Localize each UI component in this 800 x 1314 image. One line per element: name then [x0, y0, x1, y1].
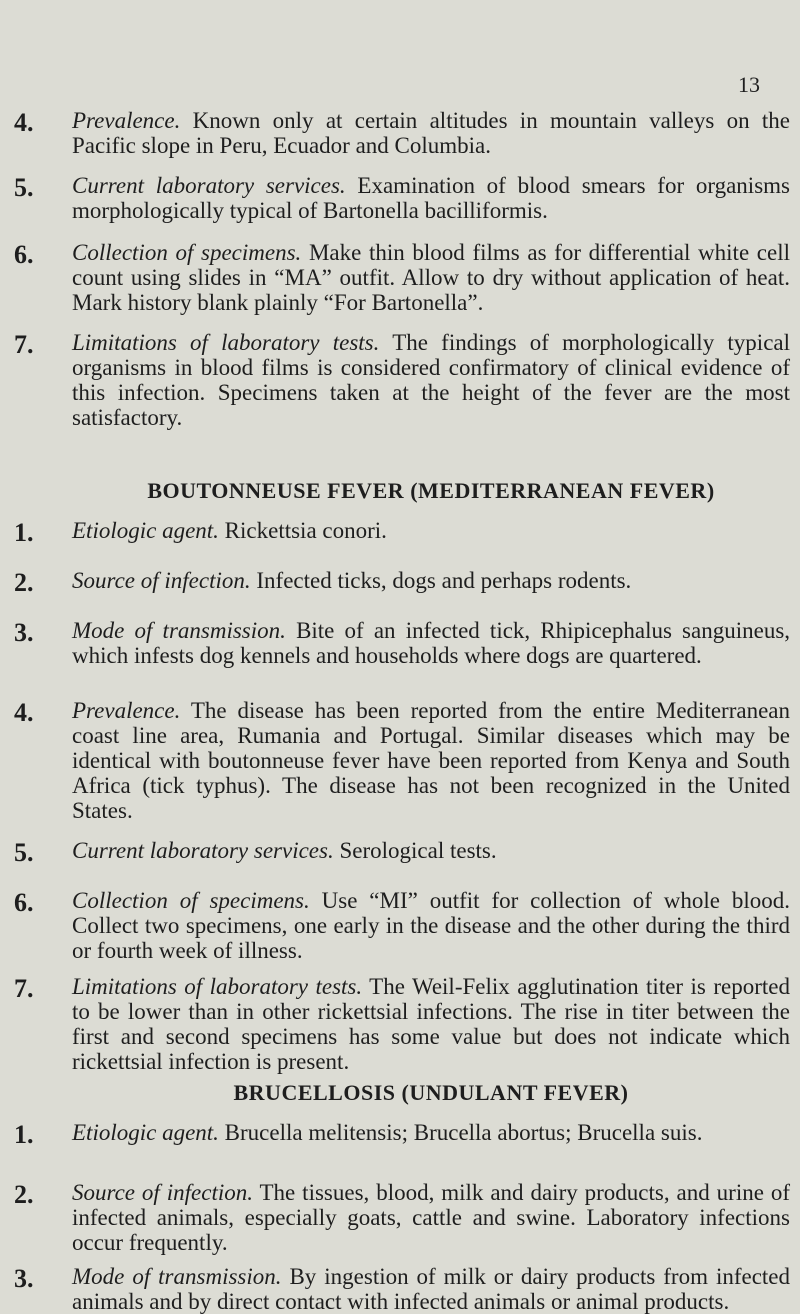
paragraph-lead: Collection of specimens.: [72, 888, 310, 913]
paragraph-lead: Etiologic agent.: [72, 518, 219, 543]
paragraph-body: Bite of an infected tick, Rhipicephalus sanguineus, which infests dog kennels and households where dogs are quartered.: [72, 618, 791, 668]
item-number: 1.: [14, 518, 34, 547]
paragraph-text: [72, 1180, 790, 1255]
paragraph-lead: Etiologic agent.: [72, 1120, 219, 1145]
paragraph-body: The Weil-Felix agglutination titer is reported to be lower than in other rickettsial infections. The rise in titer between the first and second specimens has some value but does not indicate which rickettsial infection is present.: [72, 974, 790, 1074]
paragraph-lead: Source of infection.: [72, 568, 251, 593]
section-heading: BOUTONNEUSE FEVER (MEDITERRANEAN FEVER): [147, 478, 715, 503]
paragraph-body: The disease has been reported from the entire Mediterranean coast line area, Rumania and Portugal. Similar diseases which may be identical with boutonneuse fever have been reported from Kenya and South Africa (tick typhus). The disease has not been recognized in the United States.: [72, 698, 790, 823]
paragraph-text: [72, 888, 790, 963]
paragraph-body: Serological tests.: [339, 838, 497, 863]
paragraph-body: Use “MI” outfit for collection of whole blood. Collect two specimens, one early in the disease and the other during the third or fourth week of illness.: [72, 888, 790, 963]
item-number: 3.: [14, 1264, 34, 1293]
paragraph-body: The tissues, blood, milk and dairy products, and urine of infected animals, especially goats, cattle and swine. Laboratory infections occur frequently.: [72, 1180, 790, 1255]
item-number: 7.: [14, 974, 34, 1003]
paragraph-text: [72, 108, 790, 158]
item-number: 5.: [14, 173, 34, 202]
paragraph-text: [72, 1120, 790, 1145]
paragraph-lead: Limitations of laboratory tests.: [72, 974, 363, 999]
paragraph-lead: Source of infection.: [72, 1180, 253, 1205]
paragraph-text: [72, 698, 790, 823]
paragraph-lead: Limitations of laboratory tests.: [72, 330, 380, 355]
paragraph-body: Brucella melitensis; Brucella abortus; Brucella suis.: [224, 1120, 703, 1145]
paragraph-body: Infected ticks, dogs and perhaps rodents.: [256, 568, 632, 593]
item-number: 1.: [14, 1120, 34, 1149]
paragraph-text: [72, 568, 790, 593]
paragraph-text: [72, 240, 790, 315]
item-number: 2.: [14, 568, 34, 597]
paragraph-text: [72, 1264, 790, 1314]
item-number: 5.: [14, 838, 34, 867]
paragraph-lead: Mode of transmission.: [72, 1264, 282, 1289]
paragraph-body: By ingestion of milk or dairy products from infected animals and by direct contact with infected animals or animal products.: [72, 1264, 791, 1314]
paragraph-lead: Current laboratory services.: [72, 173, 346, 198]
paragraph-lead: Collection of specimens.: [72, 240, 302, 265]
item-number: 7.: [14, 330, 34, 359]
paragraph-body: The findings of morphologically typical organisms in blood films is considered confirmatory of clinical evidence of this infection. Specimens taken at the height of the fever are the most satisfactory.: [72, 330, 790, 430]
section-heading: BRUCELLOSIS (UNDULANT FEVER): [233, 1080, 629, 1105]
paragraph-text: [72, 838, 790, 863]
paragraph-body: Make thin blood films as for differential white cell count using slides in “MA” outfit. Allow to dry without application of heat. Mark history blank plainly “For Bartonella”.: [72, 240, 790, 315]
item-number: 4.: [14, 108, 34, 137]
paragraph-text: [72, 618, 790, 668]
paragraph-text: [72, 518, 790, 543]
page-number: 13: [738, 72, 760, 97]
paragraph-text: [72, 974, 790, 1074]
paragraph-body: Examination of blood smears for organisms morphologically typical of Bartonella bacilliformis.: [72, 173, 790, 223]
item-number: 6.: [14, 240, 34, 269]
paragraph-text: [72, 330, 790, 430]
paragraph-lead: Mode of transmission.: [72, 618, 286, 643]
item-number: 4.: [14, 698, 34, 727]
item-number: 2.: [14, 1180, 34, 1209]
item-number: 3.: [14, 618, 34, 647]
paragraph-body: Known only at certain altitudes in mountain valleys on the Pacific slope in Peru, Ecuador and Columbia.: [72, 108, 791, 158]
paragraph-lead: Prevalence.: [72, 698, 181, 723]
paragraph-body: Rickettsia conori.: [224, 518, 387, 543]
item-number: 6.: [14, 888, 34, 917]
paragraph-lead: Current laboratory services.: [72, 838, 334, 863]
paragraph-lead: Prevalence.: [72, 108, 181, 133]
paragraph-text: [72, 173, 790, 223]
